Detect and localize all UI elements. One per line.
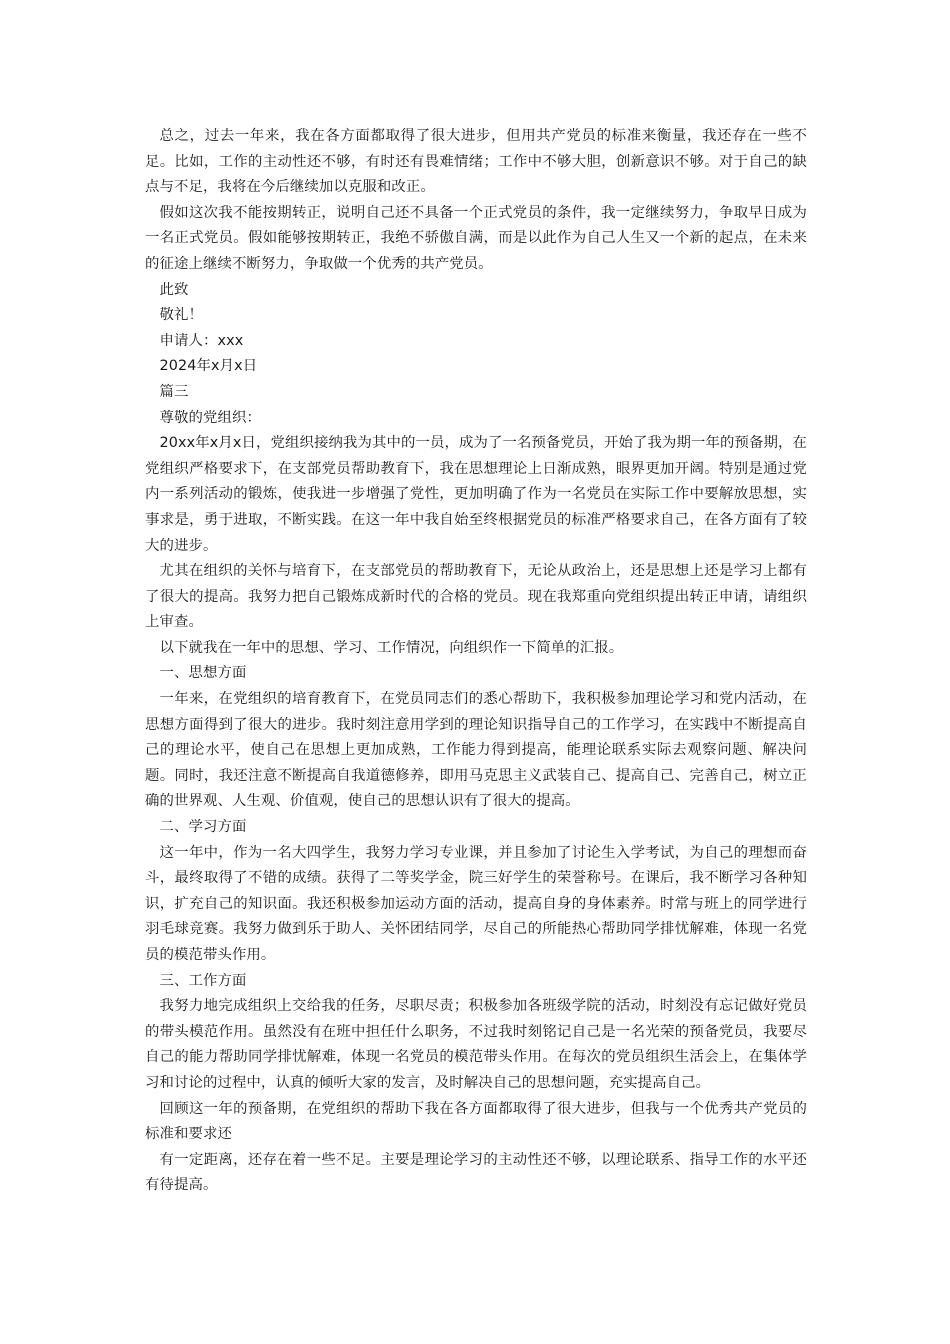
section-heading-part-three: 篇三 [159,383,189,400]
closing-salutation: 此致 [159,281,189,298]
applicant-signature: 申请人：xxx [159,332,244,349]
paragraph-conversion-pledge: 假如这次我不能按期转正，说明自己还不具备一个正式党员的条件，我一定继续努力，争取早日成为一名正式党员。假如能够按期转正，我绝不骄傲自满，而是以此作为自己人生又一个新的起点，在未来的征途上继续不断努力，争取做一个优秀的共产党员。 [145,204,807,272]
paragraph-application: 尤其在组织的关怀与培育下，在支部党员的帮助教育下，无论从政治上，还是思想上还是学习上都有了很大的提高。我努力把自己锻炼成新时代的合格的党员。现在我郑重向党组织提出转正申请，请组织上审查。 [145,563,807,631]
document-body [145,124,807,1199]
paragraph-probation-intro: 20xx年x月x日，党组织接纳我为其中的一员，成为了一名预备党员，开始了我为期一年的预备期，在党组织严格要求下，在支部党员帮助教育下，我在思想理论上日渐成熟，眼界更加开阔。特别是通过党内一系列活动的锻炼，使我进一步增强了党性，更加明确了作为一名党员在实际工作中要解放思想，实事求是，勇于进取，不断实践。在这一年中我自始至终根据党员的标准严格要求自己，在各方面有了较大的进步。 [145,435,807,554]
letter-date: 2024年x月x日 [159,358,258,375]
closing-respect: 敬礼！ [159,307,203,324]
paragraph-shortcomings: 有一定距离，还存在着一些不足。主要是理论学习的主动性还不够，以理论联系、指导工作的水平还有待提高。 [145,1151,807,1194]
paragraph-study: 这一年中，作为一名大四学生，我努力学习专业课，并且参加了讨论生入学考试，为自己的理想而奋斗，最终取得了不错的成绩。获得了二等奖学金，院三好学生的荣誉称号。在课后，我不断学习各种知识，扩充自己的知识面。我还积极参加运动方面的活动，提高自身的身体素养。时常与班上的同学进行羽毛球竞赛。我努力做到乐于助人、关怀团结同学，尽自己的所能热心帮助同学排忧解难，体现一名党员的模范带头作用。 [145,844,807,963]
paragraph-review: 回顾这一年的预备期，在党组织的帮助下我在各方面都取得了很大进步，但我与一个优秀共产党员的标准和要求还 [145,1100,807,1143]
heading-study: 二、学习方面 [159,819,247,836]
paragraph-report-intro: 以下就我在一年中的思想、学习、工作情况，向组织作一下简单的汇报。 [159,639,624,656]
paragraph-thought: 一年来，在党组织的培育教育下，在党员同志们的悉心帮助下，我积极参加理论学习和党内活动，在思想方面得到了很大的进步。我时刻注意用学到的理论知识指导自己的工作学习，在实践中不断提高自己的理论水平，使自己在思想上更加成熟，工作能力得到提高，能理论联系实际去观察问题、解决问题。同时，我还注意不断提高自我道德修养，即用马克思主义武装自己、提高自己、完善自己，树立正确的世界观、人生观、价值观，使自己的思想认识有了很大的提高。 [145,691,807,810]
paragraph-summary: 总之，过去一年来，我在各方面都取得了很大进步，但用共产党员的标准来衡量，我还存在一些不足。比如，工作的主动性还不够，有时还有畏难情绪；工作中不够大胆，创新意识不够。对于自己的缺点与不足，我将在今后继续加以克服和改正。 [145,128,807,196]
heading-work: 三、工作方面 [159,972,247,989]
letter-greeting: 尊敬的党组织： [159,409,261,426]
heading-thought: 一、思想方面 [159,665,247,682]
paragraph-work: 我努力地完成组织上交给我的任务，尽职尽责；积极参加各班级学院的活动，时刻没有忘记做好党员的带头模范作用。虽然没有在班中担任什么职务，不过我时刻铭记自己是一名光荣的预备党员，我要尽自己的能力帮助同学排忧解难，体现一名党员的模范带头作用。在每次的党员组织生活会上，在集体学习和讨论的过程中，认真的倾听大家的发言，及时解决自己的思想问题，充实提高自己。 [145,998,807,1091]
